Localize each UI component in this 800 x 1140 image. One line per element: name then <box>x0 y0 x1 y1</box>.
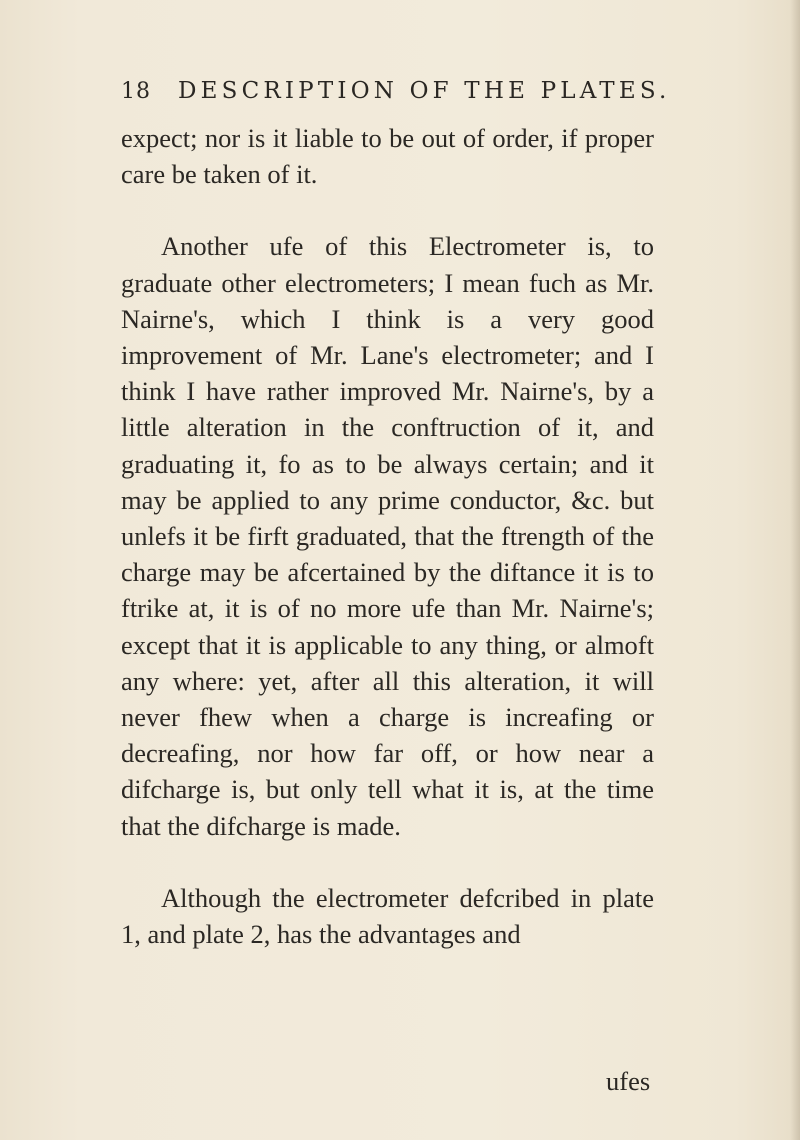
body-text <box>121 120 654 952</box>
page-edge-shadow <box>790 0 800 1140</box>
running-title: DESCRIPTION OF THE PLATES. <box>178 78 671 104</box>
catchword: ufes <box>606 1066 651 1096</box>
paragraph-1: expect; nor is it liable to be out of order, if proper care be taken of it. <box>121 123 654 190</box>
paragraph-3: Although the electrometer defcribed in plate 1, and plate 2, has the advantages and <box>121 882 654 950</box>
running-head <box>121 73 671 113</box>
paragraph-2: Another ufe of this Electrometer is, to graduate other electrometers; I mean fuch as Mr. Nairne's, which I think is a very good improvement of Mr. Lane's electrometer; and I think I have rather improved Mr. Nairne's, by a little alteration in the conftruction of it, and graduating it, fo as to be always certain; and it may be applied to any prime conductor, &c. but unlefs it be firft graduated, that the ftrength of the charge may be afcertained by the diftance it is to ftrike at, it is of no more ufe than Mr. Nairne's; except that it is applicable to any thing, or almoft any where: yet, after all this alteration, it will never fhew when a charge is increafing or decreafing, nor how far off, or how near a difcharge is, but only tell what it is, at the time that the difcharge is made. <box>121 231 654 841</box>
page-number: 18 <box>121 79 151 104</box>
